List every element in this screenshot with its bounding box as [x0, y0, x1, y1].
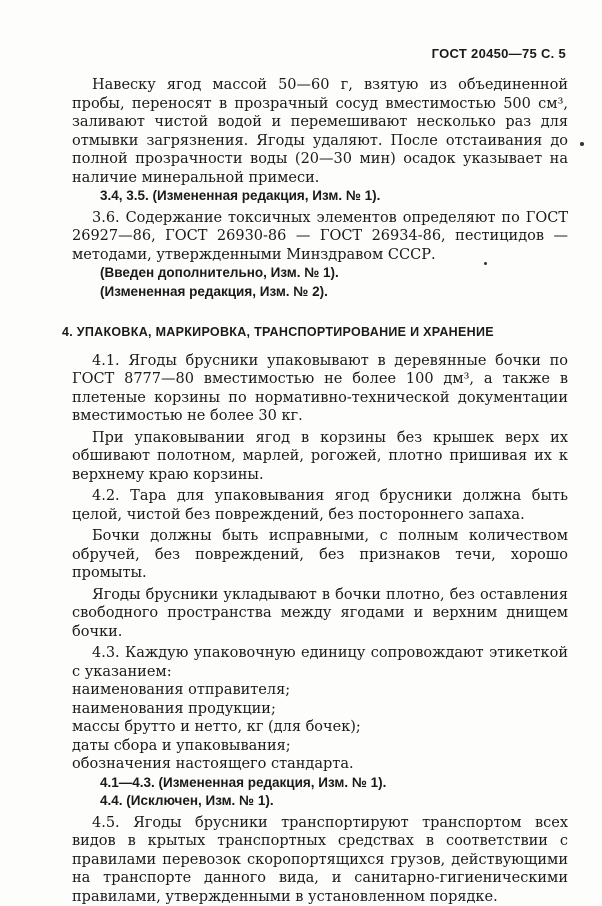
- page-header: ГОСТ 20450—75 С. 5: [432, 46, 566, 61]
- paragraph-sample-test: Навеску ягод массой 50—60 г, взятую из объединенной пробы, переносят в прозрачный сосуд вместимостью 500 см³, заливают чистой водой и перемешивают несколько раз для отмывки загрязнения. Ягоды удаляют. После отстаивания до полной прозрачности воды (20—30 мин) осадок указывает на наличие минеральной примеси.: [72, 76, 568, 187]
- list-item: даты сбора и упаковывания;: [72, 737, 568, 756]
- section-title: 4. УПАКОВКА, МАРКИРОВКА, ТРАНСПОРТИРОВАНИЕ И ХРАНЕНИЕ: [62, 323, 568, 342]
- list-item: наименования продукции;: [72, 700, 568, 719]
- paragraph-4-1: 4.1. Ягоды брусники упаковывают в деревянные бочки по ГОСТ 8777—80 вместимостью не более 100 дм³, а также в плетеные корзины по нормативно-технической документации вместимостью не более 30 кг.: [72, 352, 568, 426]
- paragraph-4-1-b: При упаковывании ягод в корзины без крышек верх их обшивают полотном, марлей, рогожей, плотно пришивая их к верхнему краю корзины.: [72, 429, 568, 485]
- paragraph-4-3: 4.3. Каждую упаковочную единицу сопровождают этикеткой с указанием:: [72, 644, 568, 681]
- list-item: обозначения настоящего стандарта.: [72, 755, 568, 774]
- scan-speck: [484, 262, 487, 265]
- document-body: [72, 76, 568, 906]
- scan-speck: [580, 142, 584, 146]
- amendment-note-4-1-4-3: 4.1—4.3. (Измененная редакция, Изм. № 1).: [80, 774, 568, 793]
- amendment-note-3-4: 3.4, 3.5. (Измененная редакция, Изм. № 1).: [80, 187, 568, 206]
- amendment-note-introduced: (Введен дополнительно, Изм. № 1).: [80, 264, 568, 283]
- list-item: наименования отправителя;: [72, 681, 568, 700]
- paragraph-3-6: 3.6. Содержание токсичных элементов определяют по ГОСТ 26927—86, ГОСТ 26930-86 — ГОСТ 26934-86, пестицидов — методами, утвержденными Минздравом СССР.: [72, 209, 568, 265]
- amendment-note-changed-2: (Измененная редакция, Изм. № 2).: [80, 283, 568, 302]
- paragraph-4-2-c: Ягоды брусники укладывают в бочки плотно, без оставления свободного пространства между ягодами и верхним днищем бочки.: [72, 586, 568, 642]
- paragraph-4-2: 4.2. Тара для упаковывания ягод брусники должна быть целой, чистой без повреждений, без постороннего запаха.: [72, 487, 568, 524]
- paragraph-4-5: 4.5. Ягоды брусники транспортируют транспортом всех видов в крытых транспортных средствах в соответствии с правилами перевозок скоропортящихся грузов, действующими на транспорте данного вида, и санитарно-гигиеническими правилами, утвержденными в установленном порядке.: [72, 814, 568, 906]
- amendment-note-4-4: 4.4. (Исключен, Изм. № 1).: [80, 792, 568, 811]
- list-item: массы брутто и нетто, кг (для бочек);: [72, 718, 568, 737]
- paragraph-4-2-b: Бочки должны быть исправными, с полным количеством обручей, без повреждений, без признаков течи, хорошо промыты.: [72, 527, 568, 583]
